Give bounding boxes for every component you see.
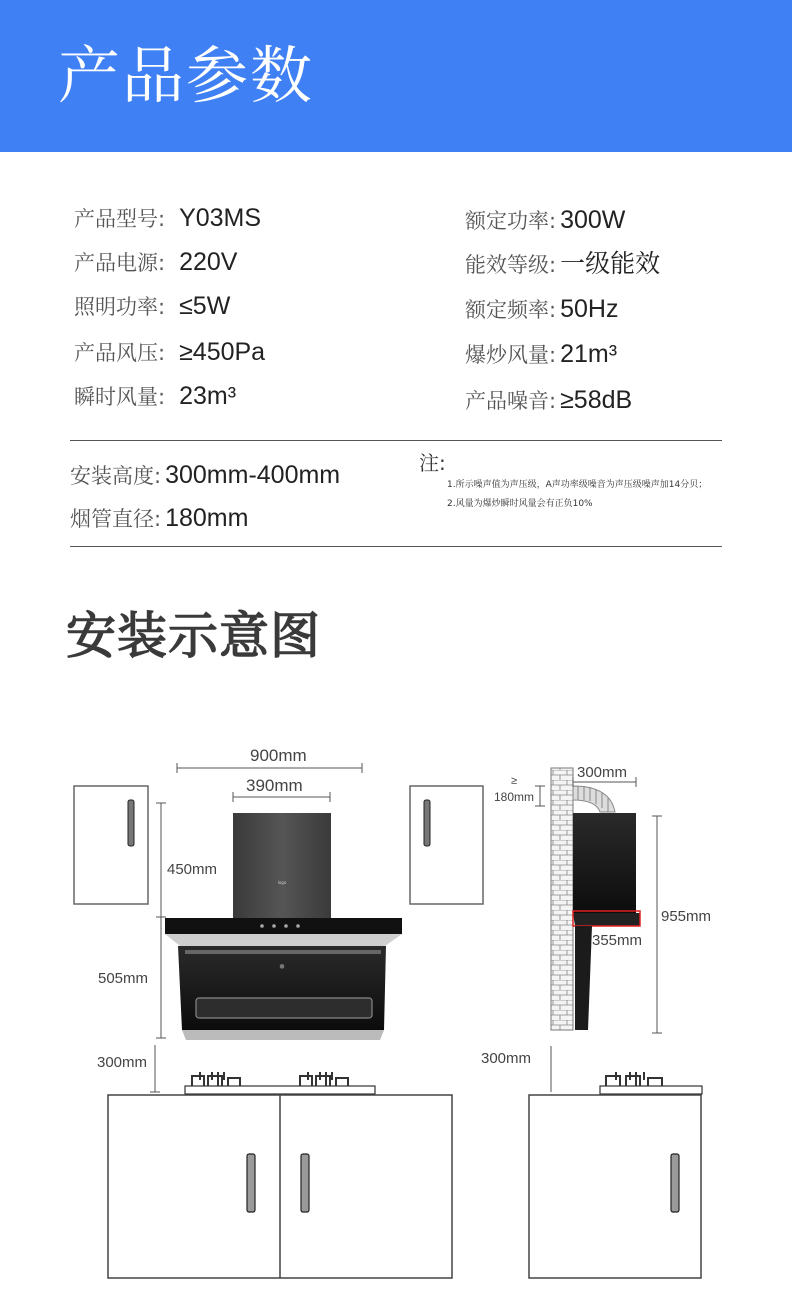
lower-cabinet-side bbox=[529, 1095, 701, 1278]
spec-value: 一级能效 bbox=[560, 250, 661, 278]
dim-side-height: 955mm bbox=[661, 908, 712, 925]
dim-duct-diameter: 180mm bbox=[494, 790, 535, 804]
dim-top-height: 450mm bbox=[167, 861, 218, 878]
spec-label: 能效等级: bbox=[465, 253, 557, 277]
svg-text:●: ● bbox=[279, 963, 285, 970]
hood-control-panel bbox=[165, 918, 402, 946]
dim-duct-ge: ≥ bbox=[511, 775, 518, 787]
spec-label: 照明功率: bbox=[74, 295, 166, 319]
dim-panel-depth: 355mm bbox=[592, 932, 643, 949]
dim-top-width: 390mm bbox=[246, 776, 303, 795]
spec-value: 23m³ bbox=[179, 382, 237, 410]
svg-text:logo: logo bbox=[277, 880, 287, 885]
dim-total-width: 900mm bbox=[250, 746, 307, 765]
spec-value: 300W bbox=[560, 206, 626, 234]
upper-cabinet-left bbox=[74, 786, 148, 904]
notes-title: 注: bbox=[419, 451, 446, 475]
spec-label: 额定功率: bbox=[465, 209, 557, 233]
spec-value: Y03MS bbox=[179, 204, 262, 232]
spec-value: ≤5W bbox=[179, 292, 231, 320]
spec-value: 21m³ bbox=[560, 340, 618, 368]
brick-wall bbox=[551, 768, 573, 1030]
dim-stove-gap-front: 300mm bbox=[97, 1054, 148, 1071]
exhaust-duct bbox=[573, 786, 615, 812]
spec-label: 额定频率: bbox=[465, 298, 557, 322]
spec-label: 爆炒风量: bbox=[465, 343, 557, 367]
hood-chimney bbox=[233, 813, 331, 919]
section-title: 安装示意图 bbox=[66, 607, 321, 665]
spec-value: 220V bbox=[179, 248, 238, 276]
stove-front bbox=[185, 1072, 375, 1094]
hood-side-view bbox=[573, 813, 643, 1030]
spec-value: ≥450Pa bbox=[179, 338, 266, 366]
spec-label: 产品噪音: bbox=[465, 389, 557, 413]
dim-body-height: 505mm bbox=[98, 970, 149, 987]
dim-stove-gap-side: 300mm bbox=[481, 1050, 532, 1067]
note-line-1: 1.所示噪声值为声压级，A声功率级噪音为声压级噪声加14分贝； bbox=[447, 480, 708, 490]
spec-value: ≥58dB bbox=[560, 386, 633, 414]
dim-side-depth: 300mm bbox=[577, 764, 628, 781]
install-label: 安装高度: bbox=[70, 464, 162, 488]
spec-value: 50Hz bbox=[560, 295, 619, 323]
install-value: 300mm-400mm bbox=[165, 461, 341, 489]
spec-label: 产品电源: bbox=[74, 251, 166, 275]
spec-label: 产品型号: bbox=[74, 207, 166, 231]
stove-side bbox=[600, 1072, 702, 1094]
spec-label: 瞬时风量: bbox=[74, 385, 166, 409]
hood-glass-panel bbox=[178, 946, 386, 1040]
note-line-2: 2.风量为爆炒瞬时风量会有正负10% bbox=[447, 499, 593, 509]
install-value: 180mm bbox=[165, 504, 249, 532]
page-title: 产品参数 bbox=[58, 39, 315, 112]
spec-label: 产品风压: bbox=[74, 341, 166, 365]
install-label: 烟管直径: bbox=[70, 507, 162, 531]
lower-cabinet-front bbox=[108, 1095, 452, 1278]
upper-cabinet-right bbox=[410, 786, 483, 904]
